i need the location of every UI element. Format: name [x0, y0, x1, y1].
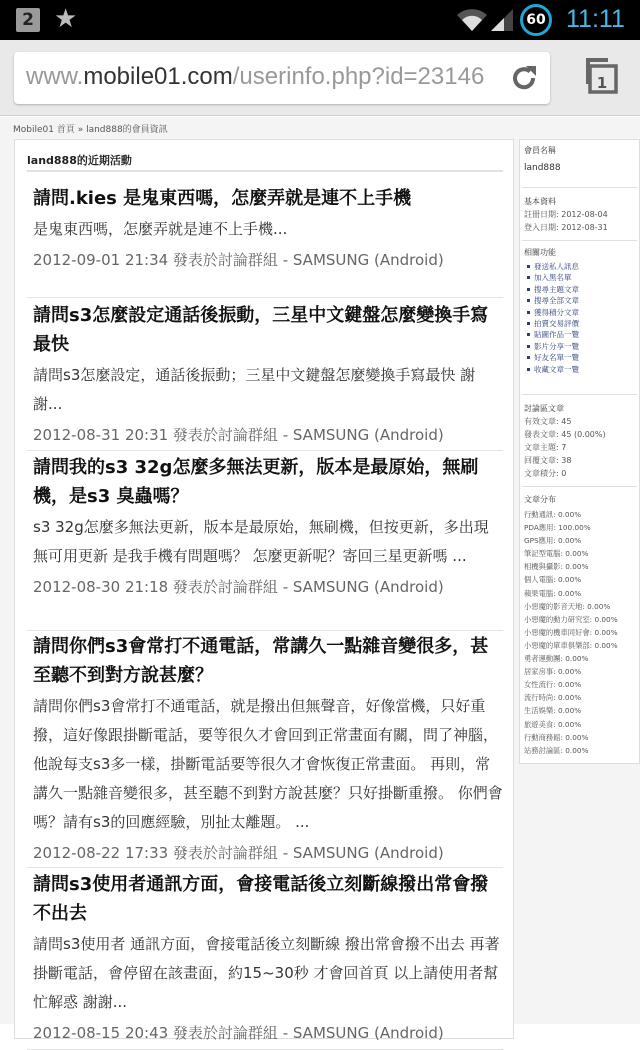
- member-name-section: [524, 144, 561, 176]
- distribution-item: 流行時尚: 0.00%: [524, 693, 582, 703]
- post-score: 文章積分: 0: [524, 469, 567, 478]
- total-posts: 發表文章: 45 (0.00%): [524, 430, 606, 439]
- register-date: 註冊日期: 2012-08-04: [524, 210, 608, 219]
- post-meta: 2012-08-15 20:43 發表於討論群組 - SAMSUNG (Android): [33, 1024, 444, 1042]
- topic-posts: 文章主題: 7: [524, 443, 567, 452]
- clock: 11:11: [566, 5, 625, 33]
- post-meta: 2012-08-22 17:33 發表於討論群組 - SAMSUNG (Android): [33, 844, 444, 862]
- distribution-item: 勇者運動團: 0.00%: [524, 654, 589, 664]
- member-name-label: 會員名稱: [524, 146, 556, 155]
- post-excerpt: s3 32g怎麼多無法更新，版本是最原始，無刷機，但按更新，多出現無可用更新 是我手機有問題嗎？ 怎麼更新呢？寄回三星更新嗎 ...: [33, 518, 489, 565]
- member-sidebar: [519, 139, 640, 764]
- post-title-link[interactable]: 請問s3怎麼設定通話後振動，三星中文鍵盤怎麼變換手寫最快: [33, 305, 489, 355]
- url-prefix: www.: [26, 63, 84, 90]
- post-title-link[interactable]: 請問你們s3會常打不通電話，常講久一點雜音變很多，甚至聽不到對方說甚麼？: [33, 636, 489, 686]
- distribution-item: 筆記型電腦: 0.00%: [524, 549, 589, 559]
- distribution-label: 文章分布: [524, 495, 556, 504]
- member-name: land888: [524, 163, 561, 173]
- forum-stats-section: [524, 402, 606, 480]
- sidebar-divider: [522, 394, 637, 395]
- search-topics-link[interactable]: 搜尋主題文章: [524, 284, 579, 295]
- distribution-item: 相機與攝影: 0.00%: [524, 562, 589, 572]
- breadcrumb[interactable]: Mobile01 首頁 » land888的會員資訊: [13, 125, 168, 135]
- list-item: [27, 301, 503, 451]
- distribution-item: 女性流行: 0.00%: [524, 680, 582, 690]
- page-title: land888的近期活動: [27, 154, 132, 167]
- url-text[interactable]: [26, 63, 502, 91]
- distribution-item: GPS應用: 0.00%: [524, 536, 582, 546]
- post-excerpt: 請問s3使用者 通訊方面，會接電話後立刻斷線 撥出常會撥不出去 再著掛斷電話，會停留在該畫面，約15~30秒 才會回首頁 以上請使用者幫忙解惑 謝謝...: [33, 935, 500, 1011]
- search-all-posts-link[interactable]: 搜尋全部文章: [524, 295, 579, 306]
- gallery-link[interactable]: 貼圖作品一覽: [524, 329, 579, 340]
- post-title-link[interactable]: 請問我的s3 32g怎麼多無法更新，版本是最原始，無刷機，是s3 臭蟲嗎？: [33, 457, 479, 507]
- reload-icon[interactable]: [508, 62, 540, 94]
- post-title-link[interactable]: 請問.kies 是鬼東西嗎，怎麼弄就是連不上手機: [33, 188, 412, 209]
- add-blacklist-link[interactable]: 加入黑名單: [524, 272, 579, 283]
- favorites-link[interactable]: 收藏文章一覽: [524, 364, 579, 375]
- distribution-item: 生活娛樂: 0.00%: [524, 706, 582, 716]
- distribution-item: PDA應用: 100.00%: [524, 523, 591, 533]
- sidebar-divider: [522, 187, 637, 188]
- tab-count: 1: [596, 74, 608, 92]
- url-path: /userinfo.php?id=23146: [232, 63, 485, 90]
- list-item: [27, 184, 503, 298]
- distribution-item: 行動商務館: 0.00%: [524, 732, 589, 742]
- distribution-item: 站務討論區: 0.00%: [524, 745, 589, 755]
- post-meta: 2012-08-31 20:31 發表於討論群組 - SAMSUNG (Android): [33, 426, 444, 444]
- url-bar[interactable]: [14, 52, 550, 104]
- notification-badge: 2: [16, 8, 40, 32]
- post-excerpt: 請問你們s3會常打不通電話，就是撥出但無聲音，好像當機，只好重撥，這好像跟掛斷電話，要等很久才會回到正常畫面有關，問了神腦，他說每支s3多一樣，掛斷電話要等很久才會恢復正常畫面。 再則，常講久一點雜音變很多，甚至聽不到對方說甚麼？只好掛斷重撥。 你們會嗎？請有s3的回應經驗，別扯太離題。 ...: [33, 697, 503, 831]
- post-excerpt: 是鬼東西嗎，怎麼弄就是連不上手機...: [33, 220, 288, 238]
- distribution-item: 小惡魔的影音天地: 0.00%: [524, 601, 611, 611]
- distribution-item: 蘋果電腦: 0.00%: [524, 588, 582, 598]
- wifi-icon: [456, 6, 488, 32]
- basic-info-section: [524, 195, 608, 234]
- sidebar-divider: [522, 486, 637, 487]
- list-item: [27, 632, 503, 868]
- web-page: [0, 117, 640, 1042]
- tabs-button[interactable]: [578, 54, 624, 102]
- list-item: [27, 870, 503, 1050]
- recent-activity-panel: [14, 139, 514, 1042]
- forum-stats-label: 討論區文章: [524, 404, 564, 413]
- title-divider: [27, 170, 503, 172]
- post-meta: 2012-08-30 21:18 發表於討論群組 - SAMSUNG (Android): [33, 578, 444, 596]
- distribution-item: 行動通訊: 0.00%: [524, 510, 582, 519]
- auction-rating-link[interactable]: 拍賣交易評價: [524, 318, 579, 329]
- post-meta: 2012-09-01 21:34 發表於討論群組 - SAMSUNG (Android): [33, 251, 444, 269]
- scored-posts-link[interactable]: 獲得積分文章: [524, 307, 579, 318]
- distribution-item: 小惡魔的單車俱樂部: 0.00%: [524, 640, 618, 650]
- distribution-item: 小惡魔的機車同好會: 0.00%: [524, 627, 618, 637]
- post-excerpt: 請問s3怎麼設定，通話後振動；三星中文鍵盤怎麼變換手寫最快 謝謝...: [33, 366, 476, 413]
- login-date: 登入日期: 2012-08-31: [524, 223, 608, 232]
- browser-toolbar: [0, 40, 640, 116]
- distribution-item: 居家房事: 0.00%: [524, 667, 582, 677]
- url-host: mobile01.com: [83, 63, 233, 90]
- basic-info-label: 基本資料: [524, 197, 556, 206]
- friends-list-link[interactable]: 好友名單一覽: [524, 352, 579, 363]
- battery-indicator: 60: [520, 4, 552, 36]
- distribution-item: 小惡魔的動力研究室: 0.00%: [524, 614, 618, 624]
- distribution-item: 個人電腦: 0.00%: [524, 575, 582, 585]
- signal-icon: [490, 8, 514, 32]
- video-share-link[interactable]: 影片分享一覽: [524, 341, 579, 352]
- post-title-link[interactable]: 請問s3使用者通訊方面，會接電話後立刻斷線撥出常會撥不出去: [33, 874, 489, 924]
- functions-label: 相關功能: [524, 248, 556, 257]
- functions-section: [524, 246, 579, 375]
- list-item: [27, 453, 503, 631]
- sidebar-divider: [522, 240, 637, 241]
- send-message-link[interactable]: 發送私人訊息: [524, 261, 579, 272]
- status-bar: [0, 0, 640, 40]
- distribution-item: 旅遊美食: 0.00%: [524, 719, 582, 729]
- valid-posts: 有效文章: 45: [524, 417, 572, 426]
- reply-posts: 回覆文章: 38: [524, 456, 572, 465]
- distribution-section: [524, 493, 618, 757]
- star-icon: ★: [54, 4, 78, 34]
